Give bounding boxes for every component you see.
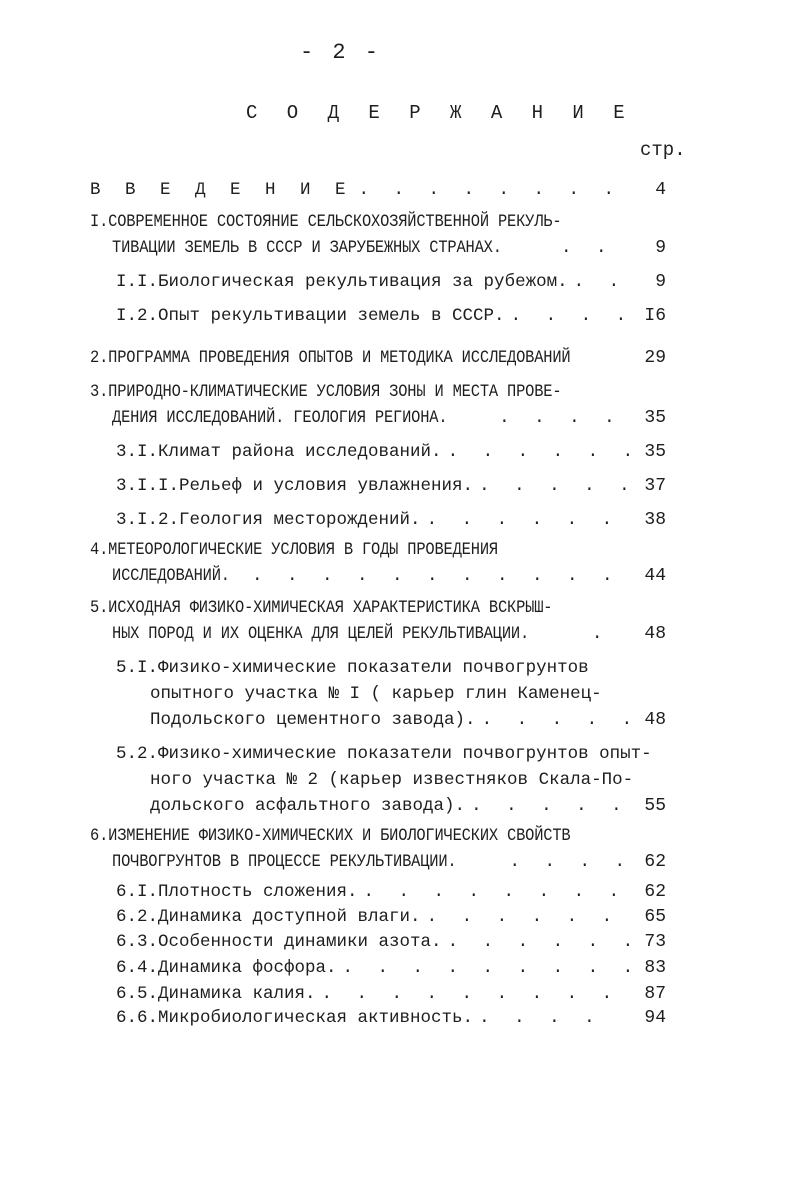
dot-leader xyxy=(246,566,630,586)
dot-leader xyxy=(473,1008,608,1028)
toc-entry-text: ного участка № 2 (карьер известняков Скала-По- xyxy=(150,770,634,790)
toc-entry-text: В В Е Д Е Н И Е xyxy=(90,180,353,200)
toc-entry-page: 37 xyxy=(644,476,666,496)
toc-entry-page: 65 xyxy=(644,907,666,927)
toc-entry-text: опытного участка № I ( карьер глин Каменец- xyxy=(150,684,602,704)
toc-entry-text: 5.I.Физико-химические показатели почвогрунтов xyxy=(116,658,589,678)
toc-entry-page: 29 xyxy=(644,348,666,368)
toc-entry-text: 3.I.2.Геология месторождений. xyxy=(116,510,421,530)
dot-leader xyxy=(337,958,630,978)
toc-entry-page: 35 xyxy=(644,442,666,462)
toc-entry-ch1-line1 xyxy=(90,208,650,236)
toc-entry-page: 87 xyxy=(644,984,666,1004)
toc-entry-page: 48 xyxy=(644,624,666,644)
toc-entry-s1-1 xyxy=(116,268,630,296)
toc-entry-ch5-line1 xyxy=(90,594,650,622)
dot-leader xyxy=(442,442,630,462)
toc-entry-text: 5.2.Физико-химические показатели почвогрунтов опыт- xyxy=(116,744,652,764)
dot-leader xyxy=(353,180,630,200)
toc-entry-text: I.СОВРЕМЕННОЕ СОСТОЯНИЕ СЕЛЬСКОХОЗЯЙСТВЕННОЙ РЕКУЛЬ- xyxy=(90,212,562,232)
dot-leader xyxy=(442,932,630,952)
toc-entry-text: дольского асфальтного завода). xyxy=(150,796,466,816)
dot-leader xyxy=(421,510,630,530)
toc-entry-page: 38 xyxy=(644,510,666,530)
page-number: - 2 - xyxy=(300,40,382,65)
toc-entry-page: I6 xyxy=(644,306,666,326)
toc-entry-ch2 xyxy=(90,344,610,372)
toc-entry-page: 9 xyxy=(655,272,666,292)
toc-entry-s5-2-line3 xyxy=(150,792,630,820)
toc-entry-page: 94 xyxy=(644,1008,666,1028)
toc-entry-text: 4.МЕТЕОРОЛОГИЧЕСКИЕ УСЛОВИЯ В ГОДЫ ПРОВЕДЕНИЯ xyxy=(90,540,498,560)
toc-entry-page: 83 xyxy=(644,958,666,978)
toc-entry-s5-1-line3 xyxy=(150,706,630,734)
toc-entry-text: 6.2.Динамика доступной влаги. xyxy=(116,907,421,927)
toc-entry-ch5-line2 xyxy=(112,620,630,648)
toc-entry-text: 6.3.Особенности динамики азота. xyxy=(116,932,442,952)
toc-entry-text: I.2.Опыт рекультивации земель в СССР. xyxy=(116,306,505,326)
toc-entry-intro xyxy=(90,176,630,204)
toc-entry-text: ТИВАЦИИ ЗЕМЕЛЬ В СССР И ЗАРУБЕЖНЫХ СТРАНАХ. xyxy=(112,238,502,258)
dot-leader xyxy=(316,984,630,1004)
toc-entry-s3-1 xyxy=(116,438,630,466)
toc-entry-s6-3 xyxy=(116,928,630,956)
toc-entry-ch3-line1 xyxy=(90,378,650,406)
toc-entry-text: Подольского цементного завода). xyxy=(150,710,476,730)
toc-entry-s6-1 xyxy=(116,878,630,906)
toc-entry-s5-2-line2 xyxy=(150,766,650,794)
toc-entry-text: I.I.Биологическая рекультивация за рубежом. xyxy=(116,272,568,292)
toc-entry-s1-2 xyxy=(116,302,630,330)
page-column-label: стр. xyxy=(640,139,686,161)
toc-entry-page: 48 xyxy=(644,710,666,730)
toc-entry-text: 6.4.Динамика фосфора. xyxy=(116,958,337,978)
toc-entry-ch1-line2 xyxy=(112,234,630,262)
toc-entry-page: 55 xyxy=(644,796,666,816)
toc-entry-s5-1-line2 xyxy=(150,680,650,708)
toc-entry-page: 73 xyxy=(644,932,666,952)
toc-entry-ch4-line1 xyxy=(90,536,650,564)
toc-entry-s6-4 xyxy=(116,954,630,982)
toc-entry-text: ИССЛЕДОВАНИЙ. xyxy=(112,566,230,586)
toc-entry-ch4-line2 xyxy=(112,562,630,590)
toc-entry-text: 6.5.Динамика калия. xyxy=(116,984,316,1004)
toc-entry-text: 3.I.Климат района исследований. xyxy=(116,442,442,462)
toc-entry-page: 44 xyxy=(644,566,666,586)
toc-entry-text: 3.I.I.Рельеф и условия увлажнения. xyxy=(116,476,474,496)
toc-entry-page: 35 xyxy=(644,408,666,428)
toc-entry-s6-2 xyxy=(116,903,630,931)
toc-entry-page: 9 xyxy=(655,238,666,258)
toc-entry-text: 6.6.Микробиологическая активность. xyxy=(116,1008,474,1028)
toc-entry-text: 6.ИЗМЕНЕНИЕ ФИЗИКО-ХИМИЧЕСКИХ И БИОЛОГИЧЕСКИХ СВОЙСТВ xyxy=(90,826,571,846)
dot-leader xyxy=(421,907,630,927)
toc-entry-page: 62 xyxy=(644,852,666,872)
toc-entry-s3-1-1 xyxy=(116,472,630,500)
toc-entry-page: 4 xyxy=(655,180,666,200)
toc-entry-s6-6 xyxy=(116,1004,608,1032)
toc-entry-text: 6.I.Плотность сложения. xyxy=(116,882,358,902)
toc-entry-ch3-line2 xyxy=(112,404,630,432)
toc-entry-page: 62 xyxy=(644,882,666,902)
toc-entry-s3-1-2 xyxy=(116,506,630,534)
toc-entry-ch6-line2 xyxy=(112,848,630,876)
toc-entry-text: 3.ПРИРОДНО-КЛИМАТИЧЕСКИЕ УСЛОВИЯ ЗОНЫ И МЕСТА ПРОВЕ- xyxy=(90,382,562,402)
toc-entry-s5-1-line1 xyxy=(116,654,656,682)
toc-entry-text: ПОЧВОГРУНТОВ В ПРОЦЕССЕ РЕКУЛЬТИВАЦИИ. xyxy=(112,852,457,872)
toc-entry-ch6-line1 xyxy=(90,822,650,850)
page-title: С О Д Е Р Ж А Н И Е xyxy=(246,102,634,124)
dot-leader xyxy=(358,882,630,902)
toc-entry-text: ДЕНИЯ ИССЛЕДОВАНИЙ. ГЕОЛОГИЯ РЕГИОНА. xyxy=(112,408,448,428)
toc-entry-text: 2.ПРОГРАММА ПРОВЕДЕНИЯ ОПЫТОВ И МЕТОДИКА ИССЛЕДОВАНИЙ xyxy=(90,348,571,368)
toc-entry-text: НЫХ ПОРОД И ИХ ОЦЕНКА ДЛЯ ЦЕЛЕЙ РЕКУЛЬТИВАЦИИ. xyxy=(112,624,530,644)
toc-entry-text: 5.ИСХОДНАЯ ФИЗИКО-ХИМИЧЕСКАЯ ХАРАКТЕРИСТИКА ВСКРЫШ- xyxy=(90,598,553,618)
toc-entry-s5-2-line1 xyxy=(116,740,656,768)
